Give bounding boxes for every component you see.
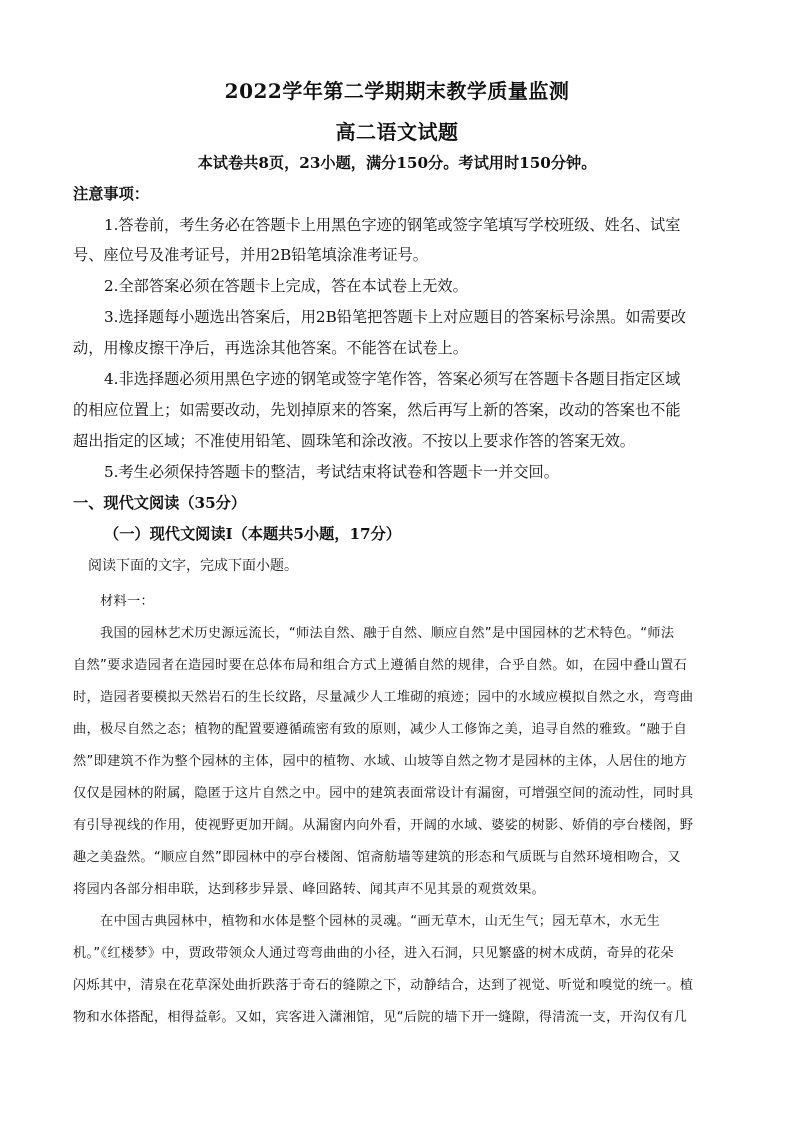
exam-title: 2022学年第二学期期末教学质量监测	[224, 79, 570, 103]
note-line: 1.答卷前，考生务必在答题卡上用黑色字迹的钢笔或签字笔填写学校班级、姓名、试室	[104, 216, 681, 234]
note-line: 2.全部答案必须在答题卡上完成，答在本试卷上无效。	[104, 277, 468, 295]
exam-subtitle: 高二语文试题	[335, 120, 459, 144]
passage-line: 将园内各部分相串联，达到移步异景、峰回路转、闻其声不见其景的观赏效果。	[73, 882, 546, 897]
passage-line: 曲，极尽自然之态；植物的配置要遵循疏密有致的原则，减少人工修饰之美，追寻自然的雅致。“融于自	[73, 722, 688, 737]
subsection-heading: （一）现代文阅读Ⅰ（本题共5小题，17分）	[104, 525, 401, 543]
note-line: 号、座位号及准考证号，并用2B铅笔填涂准考证号。	[73, 246, 428, 264]
note-line: 4.非选择题必须用黑色字迹的钢笔或签字笔作答，答案必须写在答题卡各题目指定区域	[104, 370, 681, 388]
passage-line: 仅仅是园林的附属，隐匿于这片自然之中。园中的建筑表面常设计有漏窗，可增强空间的流动性，同时具	[73, 786, 694, 801]
note-line: 5.考生必须保持答题卡的整洁，考试结束将试卷和答题卡一并交回。	[104, 463, 559, 481]
material-label: 材料一：	[100, 594, 154, 609]
passage-line: 机。”《红楼梦》中，贾政带领众人通过弯弯曲曲的小径，进入石洞，只见繁盛的树木成荫，奇异的花朵	[73, 946, 674, 961]
note-line: 的相应位置上；如需要改动，先划掉原来的答案，然后再写上新的答案，改动的答案也不能	[73, 401, 681, 419]
passage-line: 物和水体搭配，相得益彰。又如，宾客进入潇湘馆，见“后院的墙下开一缝隙，得清流一支，开沟仅有几	[73, 1010, 688, 1025]
note-line: 超出指定的区域；不准使用铅笔、圆珠笔和涂改液。不按以上要求作答的答案无效。	[73, 432, 635, 450]
reading-instruction: 阅读下面的文字，完成下面小题。	[88, 558, 298, 574]
note-line: 3.选择题每小题选出答案后，用2B铅笔把答题卡上对应题目的答案标号涂黑。如需要改	[104, 308, 687, 326]
passage-line: 趣之美盎然。“顺应自然”即园林中的亭台楼阁、馆斋舫墙等建筑的形态和气质既与自然环境相吻合，又	[73, 850, 681, 865]
passage-line: 然”即建筑不作为整个园林的主体，园中的植物、水域、山坡等自然之物才是园林的主体，人居住的地方	[73, 754, 688, 769]
passage-line: 我国的园林艺术历史源远流长，“师法自然、融于自然、顺应自然”是中国园林的艺术特色。“师法	[100, 626, 675, 641]
passage-line: 有引导视线的作用，使视野更加开阔。从漏窗内向外看，开阔的水域、婆娑的树影、娇俏的亭台楼阁，野	[73, 818, 694, 833]
passage-line: 自然”要求造园者在造园时要在总体布局和组合方式上遵循自然的规律，合乎自然。如，在园中叠山置石	[73, 658, 688, 673]
note-line: 动，用橡皮擦干净后，再选涂其他答案。不能答在试卷上。	[73, 339, 468, 357]
section-heading: 一、现代文阅读（35分）	[73, 494, 247, 512]
passage-line: 闪烁其中，清泉在花草深处曲折跌落于奇石的缝隙之下，动静结合，达到了视觉、听觉和嗅觉的统一。植	[73, 978, 694, 993]
passage-line: 时，造园者要模拟天然岩石的生长纹路，尽量减少人工堆砌的痕迹；园中的水域应模拟自然之水，弯弯曲	[73, 690, 694, 705]
passage-line: 在中国古典园林中，植物和水体是整个园林的灵魂。“画无草木，山无生气；园无草木，水无生	[100, 914, 661, 929]
exam-info: 本试卷共8页，23小题，满分150分。考试用时150分钟。	[197, 154, 597, 172]
notes-heading: 注意事项：	[73, 185, 149, 203]
